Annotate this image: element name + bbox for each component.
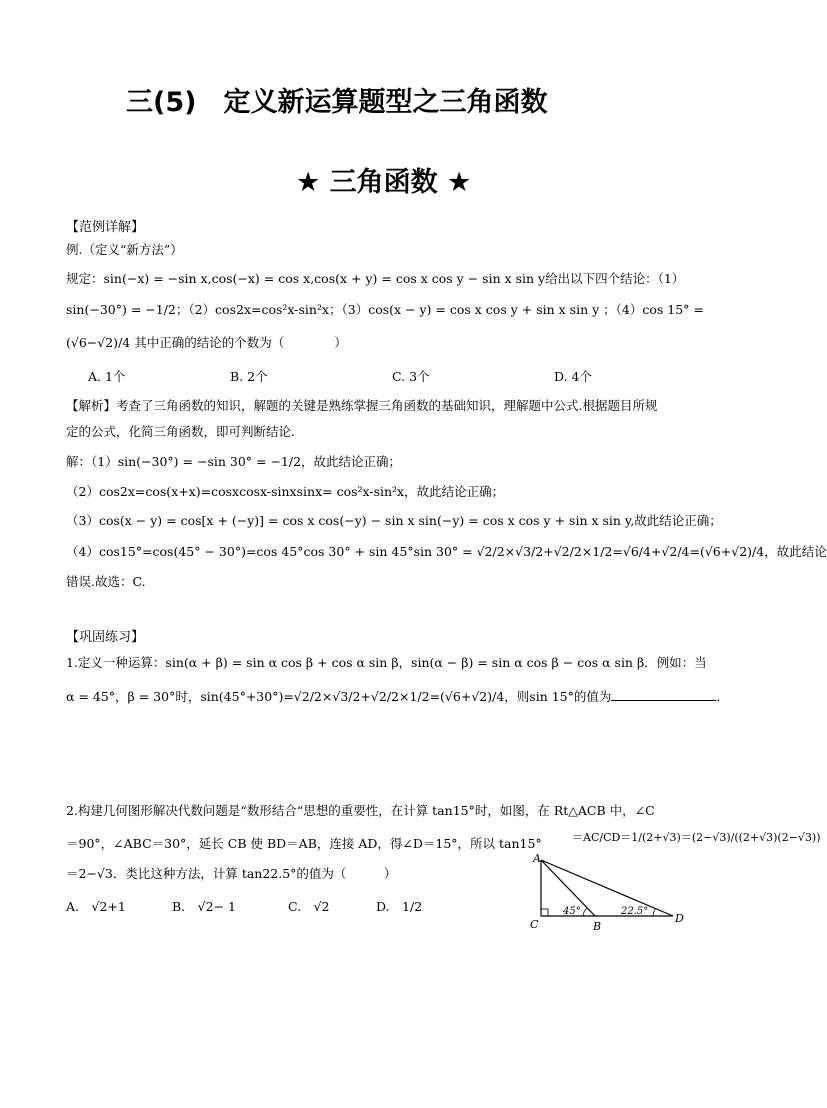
label-b: B [593, 920, 602, 933]
q1-line-2-text: α = 45°，β = 30°时，sin(45°+30°)=√2/2×√3/2+√2/2×1/2=(√6+√2)/4，则sin 15°的值为 [66, 689, 612, 704]
side-ad [541, 860, 673, 916]
label-c: C [530, 918, 539, 931]
solution-2: （2）cos2x=cos(x+x)=cosxcosx-sinxsinx= cos²x-sin²x，故此结论正确； [66, 484, 505, 499]
option-b: B. 2个 [230, 369, 268, 384]
q2-formula: ＝AC/CD＝1/(2+√3)＝(2−√3)/((2+√3)(2−√3)) [572, 831, 821, 844]
q1-line-1: 1.定义一种运算：sin(α + β) = sin α cos β + cos α sin β，sin(α − β) = sin α cos β − cos α sin β．例如：当 [66, 655, 707, 670]
section-subtitle: ★ 三角函数 ★ [296, 167, 472, 198]
solution-1: 解：（1）sin(−30°) = −sin 30° = −1/2，故此结论正确； [66, 454, 402, 469]
angle-d-arc [653, 909, 655, 916]
q2-option-b: B. √2− 1 [172, 899, 236, 914]
q2-line-2: ＝90°，∠ABC＝30°，延长 CB 使 BD＝AB，连接 AD，得∠D＝15°，所以 tan15° [66, 836, 542, 851]
solution-3: （3）cos(x − y) = cos[x + (−y)] = cos x cos(−y) − sin x sin(−y) = cos x cos y + sin x sin y,故此结论正确； [66, 513, 722, 528]
example-conclusions-line: sin(−30°) = −1/2；（2）cos2x=cos²x-sin²x；（3）cos(x − y) = cos x cos y + sin x sin y ；（4）cos 15° = [66, 302, 704, 317]
solution-5: 错误.故选：C. [66, 574, 146, 589]
right-angle-mark [541, 909, 548, 916]
analysis-line-1: 【解析】考查了三角函数的知识，解题的关键是熟练掌握三角函数的基础知识，理解题中公式.根据题目所规 [66, 398, 658, 413]
q2-option-a: A. √2+1 [66, 899, 126, 914]
example-intro: 例.（定义“新方法”） [66, 242, 183, 257]
answer-blank[interactable] [611, 688, 716, 701]
q1-line-2 [66, 688, 729, 706]
label-d: D [675, 912, 684, 925]
analysis-line-2: 定的公式，化简三角函数，即可判断结论. [66, 424, 295, 439]
q2-line-3: ＝2−√3．类比这种方法，计算 tan22.5°的值为（ ） [66, 866, 397, 881]
label-a: A [533, 852, 541, 865]
q2-option-d: D. 1/2 [376, 899, 423, 914]
example-question-line: (√6−√2)/4 其中正确的结论的个数为（ ） [66, 335, 347, 350]
angle-b-label: 45° [563, 906, 581, 917]
triangle-figure [525, 852, 695, 932]
page-title: 三(5) 定义新运算题型之三角函数 [126, 87, 548, 118]
q1-line-2-end: ． [716, 689, 729, 704]
q2-option-c: C. √2 [288, 899, 330, 914]
q2-line-1: 2.构建几何图形解决代数问题是“数形结合“思想的重要性，在计算 tan15°时，如图，在 Rt△ACB 中，∠C [66, 803, 655, 818]
example-header: 【范例详解】 [66, 220, 145, 235]
angle-d-label: 22.5° [621, 906, 649, 917]
practice-header: 【巩固练习】 [66, 630, 145, 645]
option-a: A. 1个 [88, 369, 126, 384]
option-d: D. 4个 [554, 369, 592, 384]
angle-b-arc [583, 908, 587, 916]
option-c: C. 3个 [392, 369, 430, 384]
solution-4: （4）cos15°=cos(45° − 30°)=cos 45°cos 30° + sin 45°sin 30° = √2/2×√3/2+√2/2×1/2=√6/4+√2/4=(√6+√2)/4，故此结论 [66, 544, 827, 559]
example-rule-line: 规定：sin(−x) = −sin x,cos(−x) = cos x,cos(x + y) = cos x cos y − sin x sin y给出以下四个结论：（1） [66, 271, 685, 286]
